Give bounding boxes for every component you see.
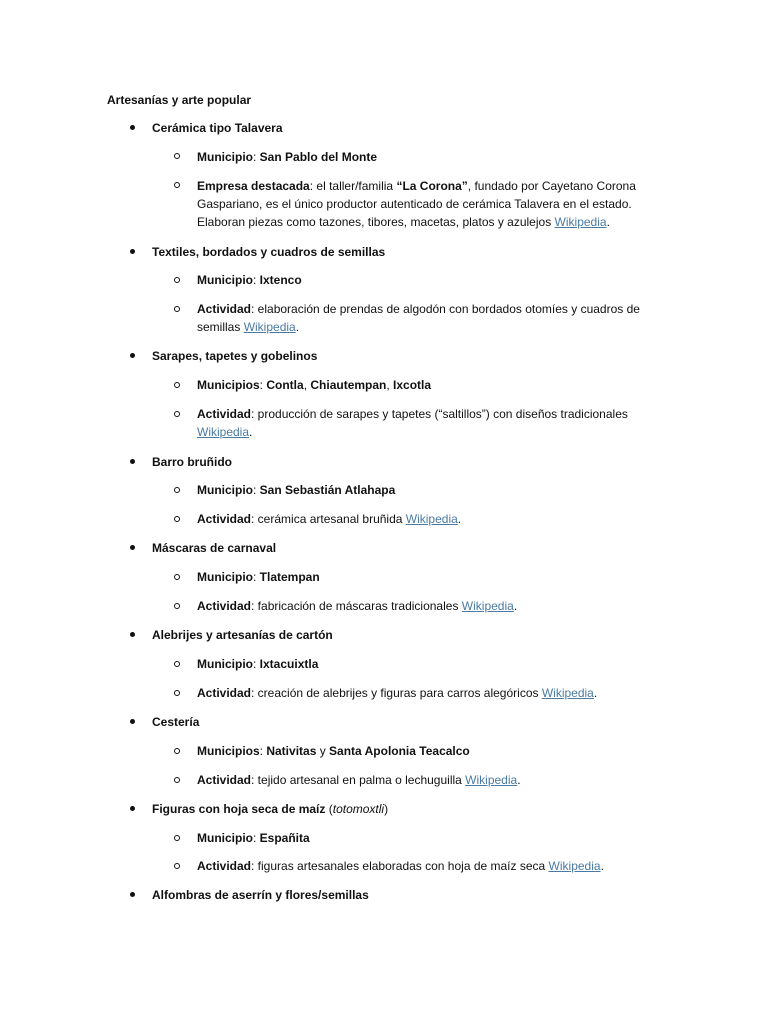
list-item (197, 742, 470, 760)
item-label: Actividad (197, 302, 252, 316)
sub-bullet (174, 835, 180, 841)
list-item (197, 857, 604, 875)
bullet (130, 892, 135, 897)
item-value: Chiautempan (310, 378, 387, 392)
list-item (197, 271, 302, 289)
paren-open: ( (325, 802, 333, 816)
item-separator: : (253, 831, 260, 845)
list-item (197, 655, 318, 673)
item-end: . (249, 425, 253, 439)
section-title: Textiles, bordados y cuadros de semillas (152, 245, 386, 259)
item-text: : elaboración de prendas de algodón con bordados otomíes y cuadros de (251, 302, 640, 316)
list-item (197, 684, 597, 702)
item-end: . (606, 215, 610, 229)
wikipedia-link[interactable]: Wikipedia (541, 686, 594, 700)
sub-bullet (174, 306, 180, 312)
item-separator: : (253, 273, 260, 287)
item-text: , fundado por Cayetano Corona (467, 179, 636, 193)
wikipedia-link[interactable]: Wikipedia (461, 599, 514, 613)
section-title-italic: totomoxtli (332, 802, 385, 816)
item-value: Santa Apolonia Teacalco (329, 744, 470, 758)
section-title: Cestería (152, 715, 200, 729)
bullet (130, 249, 135, 254)
item-text: : creación de alebrijes y figuras para carros alegóricos (251, 686, 542, 700)
item-value: Contla (266, 378, 304, 392)
item-highlight: “La Corona” (396, 179, 468, 193)
sub-bullet (174, 487, 180, 493)
item-label: Actividad (197, 599, 252, 613)
sub-bullet (174, 382, 180, 388)
list-item-continuation (197, 213, 610, 231)
item-end: . (517, 773, 521, 787)
item-label: Municipio (197, 150, 253, 164)
wikipedia-link[interactable]: Wikipedia (548, 859, 601, 873)
list-item-continuation (197, 318, 299, 336)
item-label: Actividad (197, 859, 252, 873)
list-item (197, 597, 517, 615)
wikipedia-link[interactable]: Wikipedia (465, 773, 518, 787)
item-separator: : (253, 150, 260, 164)
item-label: Municipio (197, 273, 253, 287)
item-end: . (593, 686, 598, 700)
item-end: . (600, 859, 604, 873)
section-title-text: Figuras con hoja seca de maíz (152, 802, 326, 816)
bullet (130, 632, 135, 637)
item-text: : tejido artesanal en palma o lechuguilla (251, 773, 466, 787)
wikipedia-link[interactable]: Wikipedia (554, 215, 607, 229)
item-separator: , (386, 378, 394, 392)
bullet (130, 125, 135, 130)
list-item (197, 148, 377, 166)
sub-bullet (174, 690, 180, 696)
section-title (152, 800, 388, 818)
sub-bullet (174, 603, 180, 609)
item-text: : figuras artesanales elaboradas con hoja de maíz seca (251, 859, 549, 873)
list-item (197, 510, 461, 528)
sub-bullet (174, 153, 180, 159)
section-title: Alfombras de aserrín y flores/semillas (152, 888, 369, 902)
section-title: Alebrijes y artesanías de cartón (152, 628, 333, 642)
item-separator: : (253, 483, 260, 497)
item-value: Ixtacuixtla (259, 657, 319, 671)
section-title: Máscaras de carnaval (152, 541, 277, 555)
item-value: Tlatempan (259, 570, 320, 584)
sub-bullet (174, 411, 180, 417)
item-value: Nativitas (266, 744, 317, 758)
sub-bullet (174, 182, 180, 188)
list-item (197, 568, 320, 586)
sub-bullet (174, 863, 180, 869)
item-text: : el taller/familia (309, 179, 397, 193)
bullet (130, 545, 135, 550)
item-label: Empresa destacada (197, 179, 310, 193)
bullet (130, 719, 135, 724)
list-item (197, 177, 636, 195)
item-separator: : (253, 657, 260, 671)
item-value: Ixtenco (259, 273, 302, 287)
item-label: Municipio (197, 483, 253, 497)
item-text: Elaboran piezas como tazones, tibores, macetas, platos y azulejos (197, 215, 555, 229)
item-label: Actividad (197, 773, 252, 787)
wikipedia-link[interactable]: Wikipedia (243, 320, 296, 334)
list-item (197, 300, 640, 318)
sub-bullet (174, 777, 180, 783)
list-item (197, 481, 395, 499)
item-value: Españita (259, 831, 310, 845)
list-item (197, 405, 628, 423)
item-end: . (295, 320, 300, 334)
item-text: semillas (197, 320, 244, 334)
item-value: San Pablo del Monte (259, 150, 378, 164)
item-end: . (457, 512, 462, 526)
item-label: Actividad (197, 686, 252, 700)
bullet (130, 459, 135, 464)
item-value: San Sebastián Atlahapa (259, 483, 396, 497)
sub-bullet (174, 748, 180, 754)
item-label: Municipio (197, 570, 253, 584)
wikipedia-link[interactable]: Wikipedia (405, 512, 458, 526)
item-label: Municipio (197, 657, 253, 671)
list-item-continuation: Gaspariano, es el único productor autenticado de cerámica Talavera en el estado. (197, 197, 632, 211)
item-text: : producción de sarapes y tapetes (“saltillos”) con diseños tradicionales (251, 407, 628, 421)
sub-bullet (174, 516, 180, 522)
paren-close: ) (384, 802, 389, 816)
bullet (130, 806, 135, 811)
item-separator: : (259, 378, 267, 392)
item-separator: : (253, 570, 260, 584)
item-label: Municipio (197, 831, 253, 845)
sub-bullet (174, 277, 180, 283)
sub-bullet (174, 661, 180, 667)
item-separator: : (259, 744, 267, 758)
list-item-continuation (197, 423, 252, 441)
item-text: : cerámica artesanal bruñida (251, 512, 406, 526)
section-title: Cerámica tipo Talavera (152, 121, 283, 135)
bullet (130, 353, 135, 358)
list-item (197, 771, 521, 789)
item-text: : fabricación de máscaras tradicionales (251, 599, 462, 613)
list-item (197, 829, 310, 847)
section-title: Barro bruñido (152, 455, 232, 469)
sub-bullet (174, 574, 180, 580)
item-value: Ixcotla (393, 378, 432, 392)
document-heading: Artesanías y arte popular (107, 93, 252, 107)
item-end: . (513, 599, 518, 613)
item-label: Actividad (197, 407, 252, 421)
list-item (197, 376, 431, 394)
item-label: Municipios (197, 744, 260, 758)
item-label: Municipios (197, 378, 260, 392)
item-separator: y (316, 744, 330, 758)
section-title: Sarapes, tapetes y gobelinos (152, 349, 318, 363)
item-label: Actividad (197, 512, 252, 526)
item-separator: , (303, 378, 311, 392)
wikipedia-link[interactable]: Wikipedia (197, 425, 250, 439)
